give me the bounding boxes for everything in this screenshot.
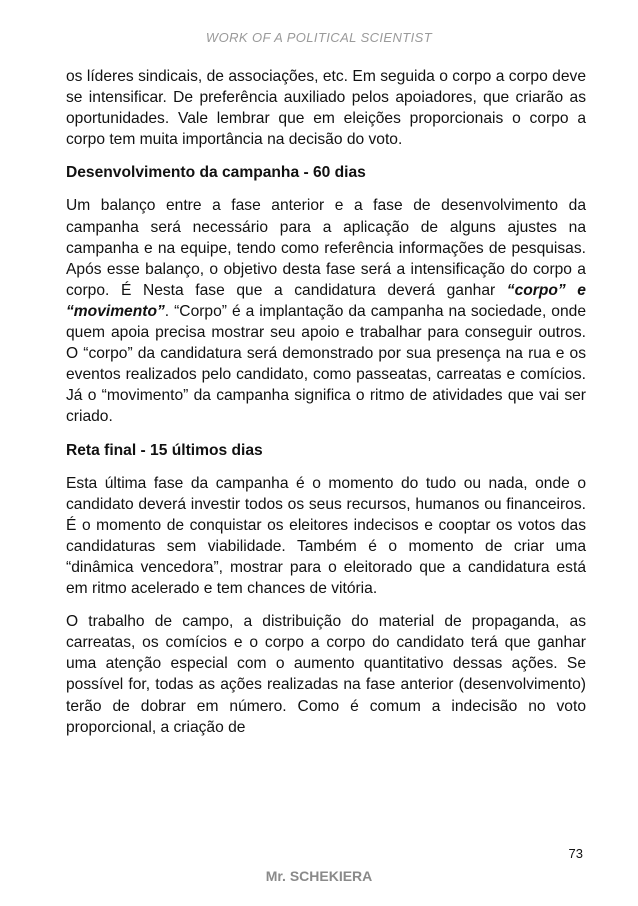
paragraph-field-work: O trabalho de campo, a distribuição do material de propaganda, as carreatas, os comícios e o corpo a corpo do candidato terá que ganhar uma atenção especial com o aumento quantitativo dessas ações. Se possível for, todas as ações realizadas na fase anterior (desenvolvimento) terão de dobrar em número. Como é comum a indecisão no voto proporcional, a criação de xyxy=(66,613,586,736)
paragraph-development-text-a: Um balanço entre a fase anterior e a fase de desenvolvimento da campanha será necessário para a aplicação de alguns ajustes na campanha e na equipe, tendo como referência informações de pesquisas. Após esse balanço, o objetivo desta fase será a intensificação do corpo a corpo. É Nesta fase que a candidatura deverá ganhar xyxy=(66,197,586,299)
running-footer-author: Mr. SCHEKIERA xyxy=(265,868,373,884)
section-heading-final-stretch: Reta final - 15 últimos dias xyxy=(66,441,263,459)
paragraph-development-text-b: . “Corpo” é a implantação da campanha na sociedade, onde quem apoia precisa mostrar seu apoio e trabalhar para conseguir outros. O “corpo” da candidatura será demonstrado por sua presença na rua e os eventos realizados pelo candidato, como passeatas, carreatas e comícios. Já o “movimento” da campanha significa o ritmo de atividades que vai ser criado. xyxy=(66,302,586,426)
paragraph-development xyxy=(66,195,586,427)
section-heading-development: Desenvolvimento da campanha - 60 dias xyxy=(66,164,366,182)
paragraph-final-stretch: Esta última fase da campanha é o momento do tudo ou nada, onde o candidato deverá investir todos os seus recursos, humanos ou financeiros. É o momento de conquistar os eleitores indecisos e cooptar os votos das candidaturas sem viabilidade. Também é o momento de criar uma “dinâmica vencedora”, mostrar para o eleitorado que a candidatura está em ritmo acelerado e tem chances de vitória. xyxy=(66,474,586,598)
page-number: 73 xyxy=(568,846,583,861)
emphasis-corpo-movimento: “corpo” e “movimento” xyxy=(66,281,586,320)
paragraph-intro: os líderes sindicais, de associações, etc. Em seguida o corpo a corpo deve se intensificar. De preferência auxiliado pelos apoiadores, que criarão as oportunidades. Vale lembrar que em eleições proporcionais o corpo a corpo tem muita importância na decisão do voto. xyxy=(66,68,586,149)
page-body xyxy=(66,66,586,738)
running-header: WORK OF A POLITICAL SCIENTIST xyxy=(205,30,433,45)
